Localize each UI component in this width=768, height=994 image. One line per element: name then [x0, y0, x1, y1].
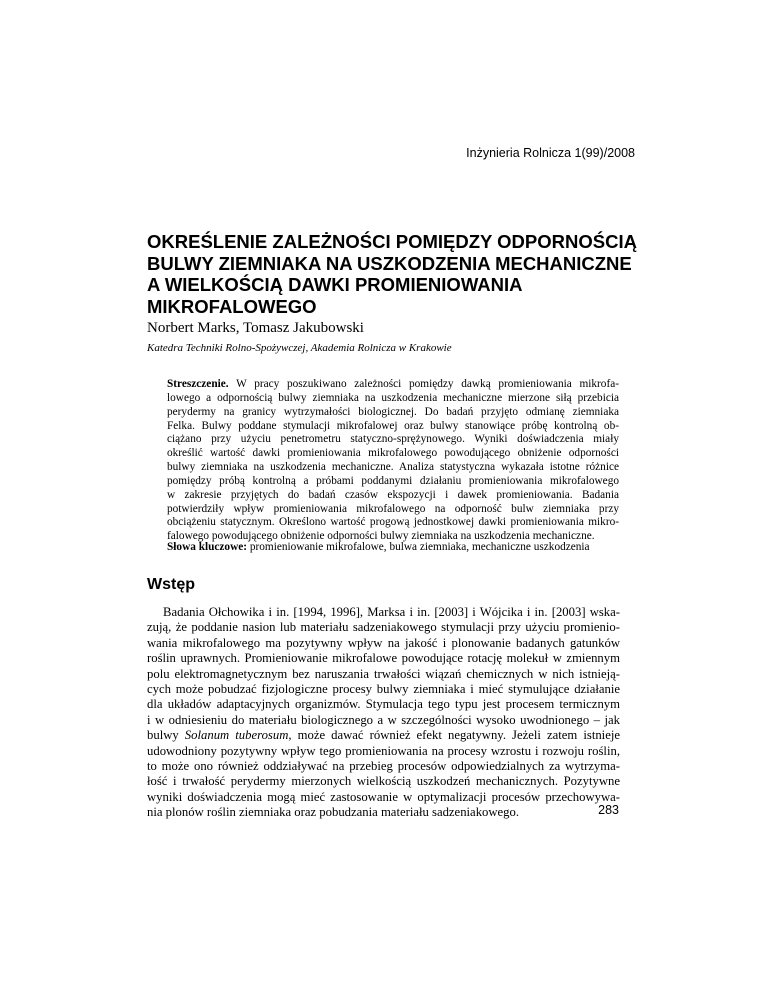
- title-line: OKREŚLENIE ZALEŻNOŚCI POMIĘDZY ODPORNOŚCIĄ: [147, 231, 637, 252]
- body-line: łość i trwałość perydermy mierzonych wielkością uszkodzeń mechanicznych. Pozytywne: [147, 774, 620, 789]
- affiliation: Katedra Techniki Rolno-Spożywczej, Akademia Rolnicza w Krakowie: [147, 342, 452, 354]
- journal-header: Inżynieria Rolnicza 1(99)/2008: [466, 146, 635, 160]
- title-line: BULWY ZIEMNIAKA NA USZKODZENIA MECHANICZNE: [147, 252, 632, 274]
- page-number: 283: [598, 803, 619, 817]
- title-line: A WIELKOŚCIĄ DAWKI PROMIENIOWANIA: [147, 274, 523, 295]
- section-heading: Wstęp: [147, 576, 195, 593]
- abstract-line: obciążeniu statycznym. Określono wartość progową jednostkowej dawki promieniowania mikro-: [167, 516, 619, 529]
- body-line: udowodniony pozytywny wpływ tego promieniowania na procesy wzrostu i rozwoju roślin,: [147, 743, 620, 758]
- abstract-line: określić wartość dawki promieniowania mikrofalowego powodującego obniżenie odporności: [167, 447, 619, 460]
- abstract-line: bulwy ziemniaka na uszkodzenia mechaniczne. Analiza statystyczna wykazała istotne różnice: [167, 461, 619, 474]
- title-line: MIKROFALOWEGO: [147, 295, 317, 317]
- abstract-line: lowego a odpornością bulwy ziemniaka na uszkodzenia mechaniczne mierzone siłą przebicia: [167, 391, 619, 404]
- abstract-line: potwierdziły wpływ promieniowania mikrofalowego na odporność bulw ziemniaka przy: [167, 502, 619, 515]
- abstract-line: falowego powodującego obniżenie odporności bulwy ziemniaka na uszkodzenia mechaniczne.: [167, 530, 595, 543]
- abstract-line: w zakresie przyjętych do badań czasów ekspozycji i dawek promieniowania. Badania: [167, 488, 619, 501]
- paper-title: [147, 231, 647, 317]
- abstract-line: ciążano przy użyciu penetrometru statyczno-sprężynowego. Wyniki doświadczenia miały: [167, 433, 619, 446]
- body-paragraph: [147, 605, 620, 821]
- keywords-label: Słowa kluczowe:: [167, 541, 248, 553]
- body-line: Badania Ołchowika i in. [1994, 1996], Marksa i in. [2003] i Wójcika i in. [2003] wska-: [163, 605, 620, 619]
- body-line: wania mikrofalowego ma pozytywny wpływ na jakość i plonowanie badanych gatunków: [147, 635, 620, 650]
- abstract: [167, 378, 619, 544]
- body-line: bulwy Solanum tuberosum, może dawać również efekt negatywny. Jeżeli zatem istnieje: [147, 728, 620, 743]
- abstract-line: Felka. Bulwy poddane stymulacji mikrofalowej oraz bulwy stanowiące próbę kontrolną ob-: [167, 419, 619, 432]
- authors: Norbert Marks, Tomasz Jakubowski: [147, 320, 364, 336]
- body-line: roślin uprawnych. Promieniowanie mikrofalowe powodujące rotację molekuł w zmiennym: [147, 651, 620, 666]
- abstract-line: [167, 378, 619, 392]
- abstract-label: Streszczenie.: [167, 378, 229, 390]
- body-line: dla układów adaptacyjnych organizmów. Stymulacja tego typu jest procesem termicznym: [147, 697, 620, 712]
- body-line: wyniki doświadczenia mogą mieć zastosowanie w optymalizacji procesów przechowywa-: [147, 789, 620, 804]
- body-line: cych może pobudzać fizjologiczne procesy bulwy ziemniaka i mieć stymulujące działanie: [147, 682, 620, 697]
- keywords: [167, 541, 590, 553]
- abstract-line-text: W pracy poszukiwano zależności pomiędzy dawką promieniowania mikrofa-: [236, 378, 619, 390]
- abstract-line: perydermy na granicy wytrzymałości biologicznej. Do badań przyjęto odmianę ziemniaka: [167, 405, 619, 418]
- body-line: i w odniesieniu do materiału biologicznego a w szczególności wysoko uwodnionego – jak: [147, 712, 620, 727]
- body-line: zują, że poddanie nasion lub materiału sadzeniakowego stymulacji przy użyciu promienio-: [147, 620, 620, 635]
- body-line: to może ono również oddziaływać na przebieg procesów odpowiedzialnych za wytrzyma-: [147, 759, 620, 774]
- abstract-line: pomiędzy próbą kontrolną a próbami poddanymi działaniu promieniowania mikrofalowego: [167, 474, 619, 487]
- body-line: nia plonów roślin ziemniaka oraz pobudzania materiału sadzeniakowego.: [147, 805, 520, 820]
- keywords-text: promieniowanie mikrofalowe, bulwa ziemniaka, mechaniczne uszkodzenia: [249, 541, 590, 553]
- body-line: polu elektromagnetycznym bez naruszania trwałości wiązań chemicznych w nich istnieją-: [147, 666, 620, 681]
